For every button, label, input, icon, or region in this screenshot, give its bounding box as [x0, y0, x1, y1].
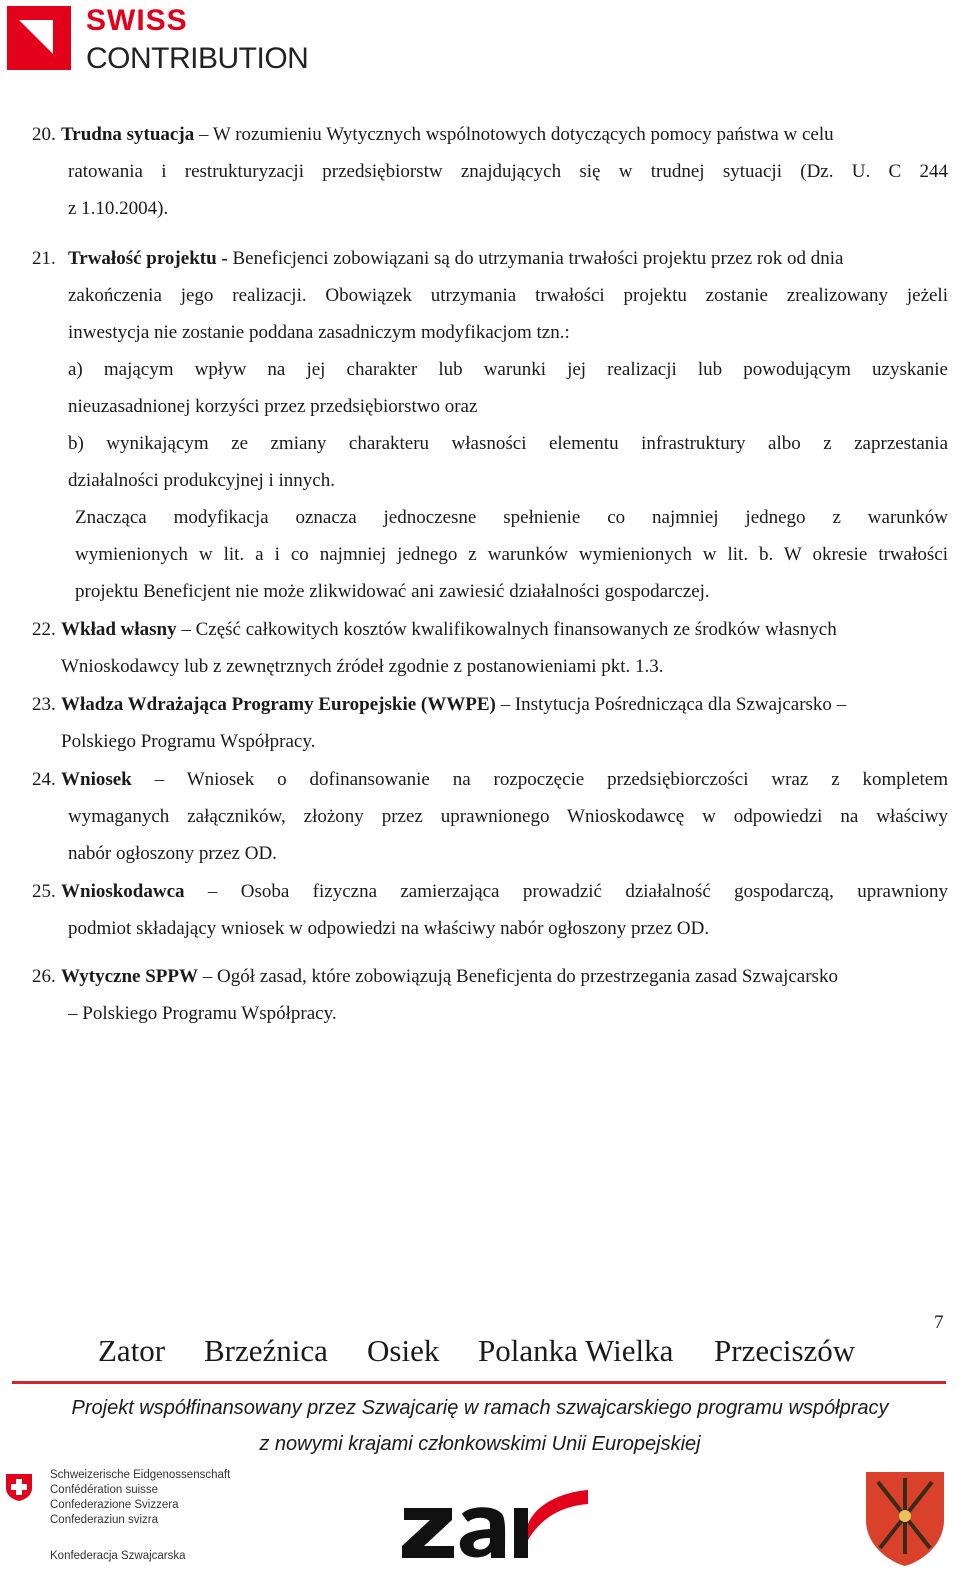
- item-24-line-1: [61, 767, 948, 793]
- item-number: 22.: [32, 619, 56, 640]
- confed-name: Schweizerische Eidgenossenschaft: [50, 1469, 231, 1481]
- item-21-line-3: inwestycja nie zostanie poddana zasadniczym modyfikacjom tzn.:: [68, 322, 570, 343]
- zar-logo-icon: [402, 1480, 592, 1560]
- swiss-cross-icon: [4, 1472, 34, 1502]
- footer-cofinancing-line-1: Projekt współfinansowany przez Szwajcarię w ramach szwajcarskiego programu współpracy: [71, 1397, 889, 1419]
- item-term: Wniosek: [61, 769, 132, 790]
- item-text: – Część całkowitych kosztów kwalifikowalnych finansowanych ze środków własnych: [176, 619, 837, 640]
- item-number: 24.: [32, 769, 56, 790]
- confed-polish-name: Konfederacja Szwajcarska: [50, 1550, 186, 1562]
- item-23-line-2: Polskiego Programu Współpracy.: [61, 731, 316, 752]
- item-term: Trwałość projektu -: [68, 248, 228, 269]
- item-21-note-line-1: Znacząca modyfikacja oznacza jednoczesne spełnienie co najmniej jednego z warunków: [75, 507, 948, 528]
- logo-contribution-text: CONTRIBUTION: [86, 42, 309, 75]
- item-26-line-1: [61, 964, 838, 990]
- item-21-note-line-3: projektu Beneficjent nie może zlikwidować ani zawiesić działalności gospodarczej.: [75, 581, 710, 602]
- item-text: – Wniosek o dofinansowanie na rozpoczęcie przedsiębiorczości wraz z kompletem: [131, 769, 948, 790]
- item-number: 20.: [32, 124, 56, 145]
- swiss-contribution-logo: [7, 6, 337, 76]
- item-number: 25.: [32, 881, 56, 902]
- logo-swiss-text: SWISS: [86, 4, 188, 37]
- confed-name: Confederaziun svizra: [50, 1514, 159, 1526]
- item-text: – W rozumieniu Wytycznych wspólnotowych dotyczących pomocy państwa w celu: [194, 124, 834, 145]
- item-20-line-1: [61, 122, 834, 148]
- item-21-a-line-1: a) mającym wpływ na jej charakter lub warunki jej realizacji lub powodującym uzyskanie: [68, 359, 948, 380]
- town-name: Polanka Wielka: [478, 1333, 674, 1368]
- town-name: Osiek: [367, 1333, 440, 1368]
- item-25-line-2: podmiot składający wniosek w odpowiedzi na właściwy nabór ogłoszony przez OD.: [68, 918, 710, 939]
- item-21-b-line-2: działalności produkcyjnej i innych.: [68, 470, 335, 491]
- confed-name: Confédération suisse: [50, 1484, 159, 1496]
- town-name: Brzeźnica: [204, 1333, 328, 1368]
- town-name: Zator: [98, 1333, 166, 1368]
- item-term: Wytyczne SPPW: [61, 966, 199, 987]
- item-text: – Instytucja Pośrednicząca dla Szwajcarsko –: [495, 694, 847, 715]
- item-21-note-line-2: wymienionych w lit. a i co najmniej jednego z warunków wymienionych w lit. b. W okresie trwałości: [75, 544, 948, 565]
- item-22-line-1: [61, 617, 837, 643]
- town-name: Przeciszów: [714, 1333, 856, 1368]
- towns-list: [98, 1333, 858, 1373]
- item-20-line-3: z 1.10.2004).: [68, 198, 169, 219]
- item-21-line-2: zakończenia jego realizacji. Obowiązek utrzymania trwałości projektu zostanie zrealizowany jeżeli: [68, 285, 948, 306]
- item-24-line-3: nabór ogłoszony przez OD.: [68, 843, 277, 864]
- item-term: Wkład własny: [61, 619, 177, 640]
- item-21-a-line-2: nieuzasadnionej korzyści przez przedsiębiorstwo oraz: [68, 396, 478, 417]
- item-text: – Ogół zasad, które zobowiązują Beneficjenta do przestrzegania zasad Szwajcarsko: [198, 966, 838, 987]
- item-term: Władza Wdrażająca Programy Europejskie (WWPE): [61, 694, 496, 715]
- item-20-line-2: ratowania i restrukturyzacji przedsiębiorstw znajdujących się w trudnej sytuacji (Dz. U. C 244: [68, 161, 948, 182]
- item-25-line-1: [61, 879, 948, 905]
- confed-name: Confederazione Svizzera: [50, 1499, 179, 1511]
- confederation-names: [50, 1468, 230, 1528]
- item-term: Wnioskodawca: [61, 881, 185, 902]
- footer-cofinancing-line-2: z nowymi krajami członkowskimi Unii Europejskiej: [259, 1433, 701, 1455]
- item-24-line-2: wymaganych załączników, złożony przez uprawnionego Wnioskodawcę w odpowiedzi na właściwy: [68, 806, 948, 827]
- page-number: 7: [934, 1312, 944, 1333]
- footer-divider: [12, 1381, 946, 1384]
- item-23-line-1: [61, 692, 846, 718]
- swiss-confederation-logo: [4, 1468, 264, 1578]
- item-number: 26.: [32, 966, 56, 987]
- item-text: Beneficjenci zobowiązani są do utrzymania trwałości projektu przez rok od dnia: [227, 248, 844, 269]
- item-number: 21.: [32, 248, 56, 269]
- item-22-line-2: Wnioskodawcy lub z zewnętrznych źródeł zgodnie z postanowieniami pkt. 1.3.: [61, 656, 664, 677]
- item-text: – Osoba fizyczna zamierzająca prowadzić działalność gospodarczą, uprawniony: [184, 881, 948, 902]
- item-26-line-2: – Polskiego Programu Współpracy.: [68, 1003, 337, 1024]
- item-21-line-1: [68, 246, 843, 272]
- item-term: Trudna sytuacja: [61, 124, 195, 145]
- item-number: 23.: [32, 694, 56, 715]
- item-21-b-line-1: b) wynikającym ze zmiany charakteru własności elementu infrastruktury albo z zaprzestania: [68, 433, 948, 454]
- coat-of-arms-icon: [864, 1468, 946, 1568]
- swiss-contribution-mark-icon: [7, 6, 71, 70]
